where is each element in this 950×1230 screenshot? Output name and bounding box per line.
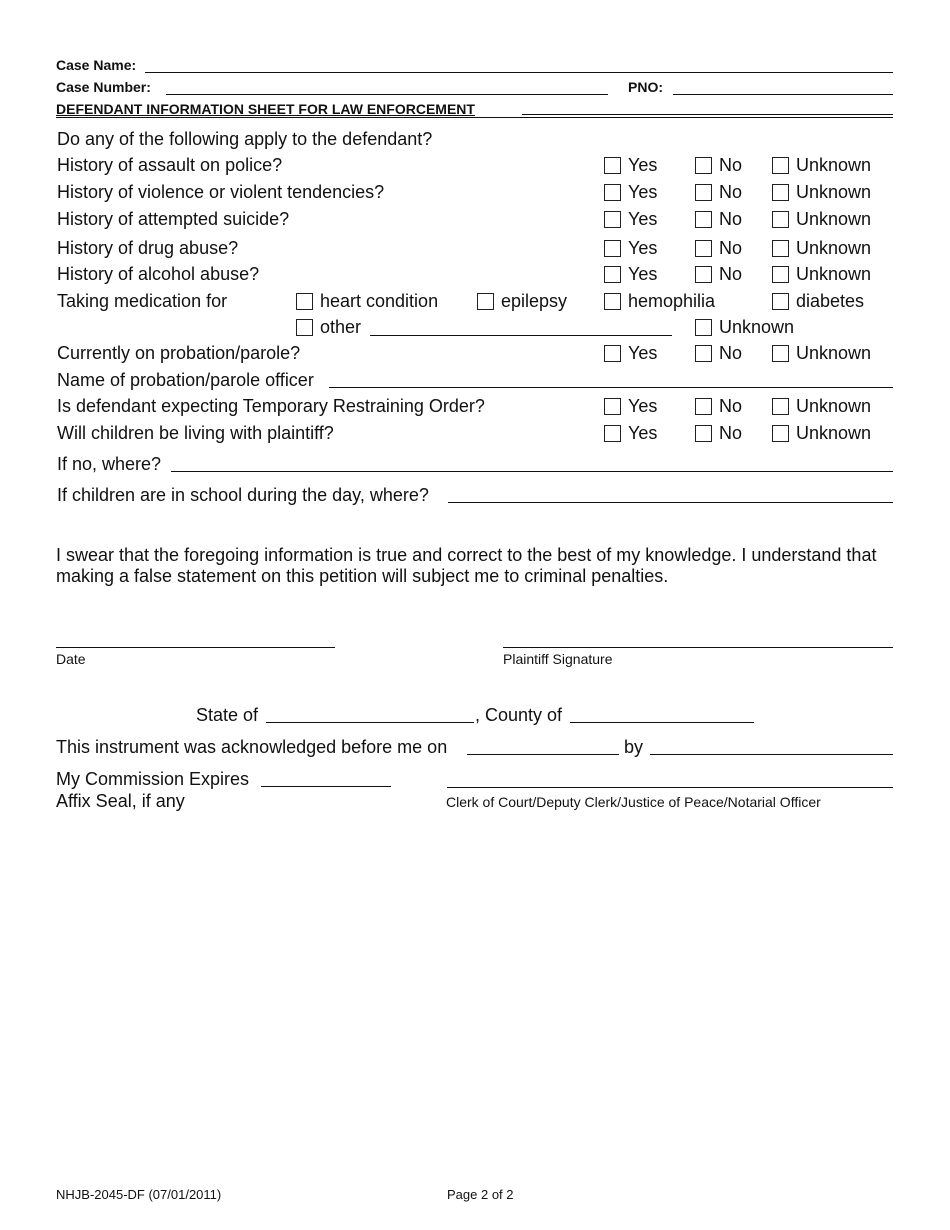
probation-yes-checkbox[interactable] bbox=[604, 345, 621, 362]
option-label: No bbox=[719, 238, 743, 258]
page-number: Page 2 of 2 bbox=[447, 1187, 514, 1202]
commission-label: My Commission Expires bbox=[56, 769, 250, 789]
county-of-label: , County of bbox=[475, 705, 563, 725]
option-label: Yes bbox=[628, 155, 658, 175]
tro-unknown-checkbox[interactable] bbox=[772, 398, 789, 415]
county-field[interactable] bbox=[570, 722, 754, 723]
suicide-yes-checkbox[interactable] bbox=[604, 211, 621, 228]
option-label: Unknown bbox=[796, 343, 872, 363]
option-label: Unknown bbox=[796, 238, 872, 258]
case-number-field[interactable] bbox=[166, 94, 608, 95]
option-label: Yes bbox=[628, 209, 658, 229]
med-heart-checkbox[interactable] bbox=[296, 293, 313, 310]
assault-yes-checkbox[interactable] bbox=[604, 157, 621, 174]
option-label: Unknown bbox=[796, 264, 872, 284]
commission-field[interactable] bbox=[261, 786, 391, 787]
med-hemophilia-checkbox[interactable] bbox=[604, 293, 621, 310]
date-field[interactable] bbox=[56, 647, 335, 648]
title-rule bbox=[522, 114, 893, 115]
question-assault-police: History of assault on police? bbox=[57, 155, 283, 175]
oath-statement: I swear that the foregoing information is true and correct to the best of my knowledge. I understand that making a false statement on this petition will subject me to criminal penalties. bbox=[56, 545, 877, 586]
clerk-label: Clerk of Court/Deputy Clerk/Justice of Peace/Notarial Officer bbox=[446, 794, 821, 810]
violence-yes-checkbox[interactable] bbox=[604, 184, 621, 201]
drug-unknown-checkbox[interactable] bbox=[772, 240, 789, 257]
question-medication: Taking medication for bbox=[57, 291, 228, 311]
option-label: Yes bbox=[628, 182, 658, 202]
option-label: Yes bbox=[628, 423, 658, 443]
form-id: NHJB-2045-DF (07/01/2011) bbox=[56, 1187, 222, 1202]
question-probation-officer: Name of probation/parole officer bbox=[57, 370, 314, 390]
by-label: by bbox=[624, 737, 644, 757]
option-label: No bbox=[719, 264, 743, 284]
option-label: No bbox=[719, 209, 743, 229]
clerk-signature-field[interactable] bbox=[447, 787, 893, 788]
alcohol-no-checkbox[interactable] bbox=[695, 266, 712, 283]
option-label: diabetes bbox=[796, 291, 865, 311]
question-probation: Currently on probation/parole? bbox=[57, 343, 301, 363]
violence-no-checkbox[interactable] bbox=[695, 184, 712, 201]
option-label: No bbox=[719, 423, 743, 443]
option-label: epilepsy bbox=[501, 291, 568, 311]
question-drug: History of drug abuse? bbox=[57, 238, 239, 258]
suicide-unknown-checkbox[interactable] bbox=[772, 211, 789, 228]
probation-no-checkbox[interactable] bbox=[695, 345, 712, 362]
suicide-no-checkbox[interactable] bbox=[695, 211, 712, 228]
med-unknown-checkbox[interactable] bbox=[695, 319, 712, 336]
option-label: heart condition bbox=[320, 291, 439, 311]
state-of-label: State of bbox=[196, 705, 259, 725]
alcohol-yes-checkbox[interactable] bbox=[604, 266, 621, 283]
option-label: Yes bbox=[628, 396, 658, 416]
option-label: other bbox=[320, 317, 362, 337]
title-rule-lower bbox=[56, 117, 893, 118]
option-label: Yes bbox=[628, 264, 658, 284]
pno-field[interactable] bbox=[673, 94, 893, 95]
med-diabetes-checkbox[interactable] bbox=[772, 293, 789, 310]
acknowledged-by-field[interactable] bbox=[650, 754, 893, 755]
option-label: No bbox=[719, 182, 743, 202]
date-label: Date bbox=[56, 651, 86, 667]
tro-yes-checkbox[interactable] bbox=[604, 398, 621, 415]
question-tro: Is defendant expecting Temporary Restraining Order? bbox=[57, 396, 485, 416]
option-label: No bbox=[719, 155, 743, 175]
pno-label: PNO: bbox=[628, 79, 663, 95]
drug-yes-checkbox[interactable] bbox=[604, 240, 621, 257]
plaintiff-signature-label: Plaintiff Signature bbox=[503, 651, 613, 667]
violence-unknown-checkbox[interactable] bbox=[772, 184, 789, 201]
option-label: Unknown bbox=[719, 317, 795, 337]
option-label: Unknown bbox=[796, 182, 872, 202]
tro-no-checkbox[interactable] bbox=[695, 398, 712, 415]
case-name-field[interactable] bbox=[145, 72, 893, 73]
med-other-checkbox[interactable] bbox=[296, 319, 313, 336]
med-epilepsy-checkbox[interactable] bbox=[477, 293, 494, 310]
case-number-label: Case Number: bbox=[56, 79, 151, 95]
children-unknown-checkbox[interactable] bbox=[772, 425, 789, 442]
plaintiff-signature-field[interactable] bbox=[503, 647, 893, 648]
acknowledged-label: This instrument was acknowledged before me on bbox=[56, 737, 448, 757]
if-no-where-field[interactable] bbox=[171, 471, 893, 472]
question-violence: History of violence or violent tendencies? bbox=[57, 182, 385, 202]
school-field[interactable] bbox=[448, 502, 893, 503]
seal-label: Affix Seal, if any bbox=[56, 791, 185, 811]
option-label: No bbox=[719, 343, 743, 363]
assault-no-checkbox[interactable] bbox=[695, 157, 712, 174]
case-name-label: Case Name: bbox=[56, 57, 137, 73]
intro-question: Do any of the following apply to the defendant? bbox=[57, 129, 433, 149]
option-label: Unknown bbox=[796, 396, 872, 416]
alcohol-unknown-checkbox[interactable] bbox=[772, 266, 789, 283]
state-field[interactable] bbox=[266, 722, 474, 723]
option-label: No bbox=[719, 396, 743, 416]
med-other-field[interactable] bbox=[370, 335, 672, 336]
form-title: DEFENDANT INFORMATION SHEET FOR LAW ENFORCEMENT bbox=[56, 101, 475, 117]
question-alcohol: History of alcohol abuse? bbox=[57, 264, 260, 284]
option-label: Unknown bbox=[796, 209, 872, 229]
option-label: Yes bbox=[628, 343, 658, 363]
option-label: Yes bbox=[628, 238, 658, 258]
probation-officer-field[interactable] bbox=[329, 387, 893, 388]
probation-unknown-checkbox[interactable] bbox=[772, 345, 789, 362]
drug-no-checkbox[interactable] bbox=[695, 240, 712, 257]
assault-unknown-checkbox[interactable] bbox=[772, 157, 789, 174]
option-label: hemophilia bbox=[628, 291, 716, 311]
option-label: Unknown bbox=[796, 423, 872, 443]
question-if-no-where: If no, where? bbox=[57, 454, 162, 474]
children-yes-checkbox[interactable] bbox=[604, 425, 621, 442]
question-school: If children are in school during the day, where? bbox=[57, 485, 429, 505]
question-children-plaintiff: Will children be living with plaintiff? bbox=[57, 423, 334, 443]
option-label: Unknown bbox=[796, 155, 872, 175]
acknowledged-date-field[interactable] bbox=[467, 754, 619, 755]
question-suicide: History of attempted suicide? bbox=[57, 209, 290, 229]
children-no-checkbox[interactable] bbox=[695, 425, 712, 442]
